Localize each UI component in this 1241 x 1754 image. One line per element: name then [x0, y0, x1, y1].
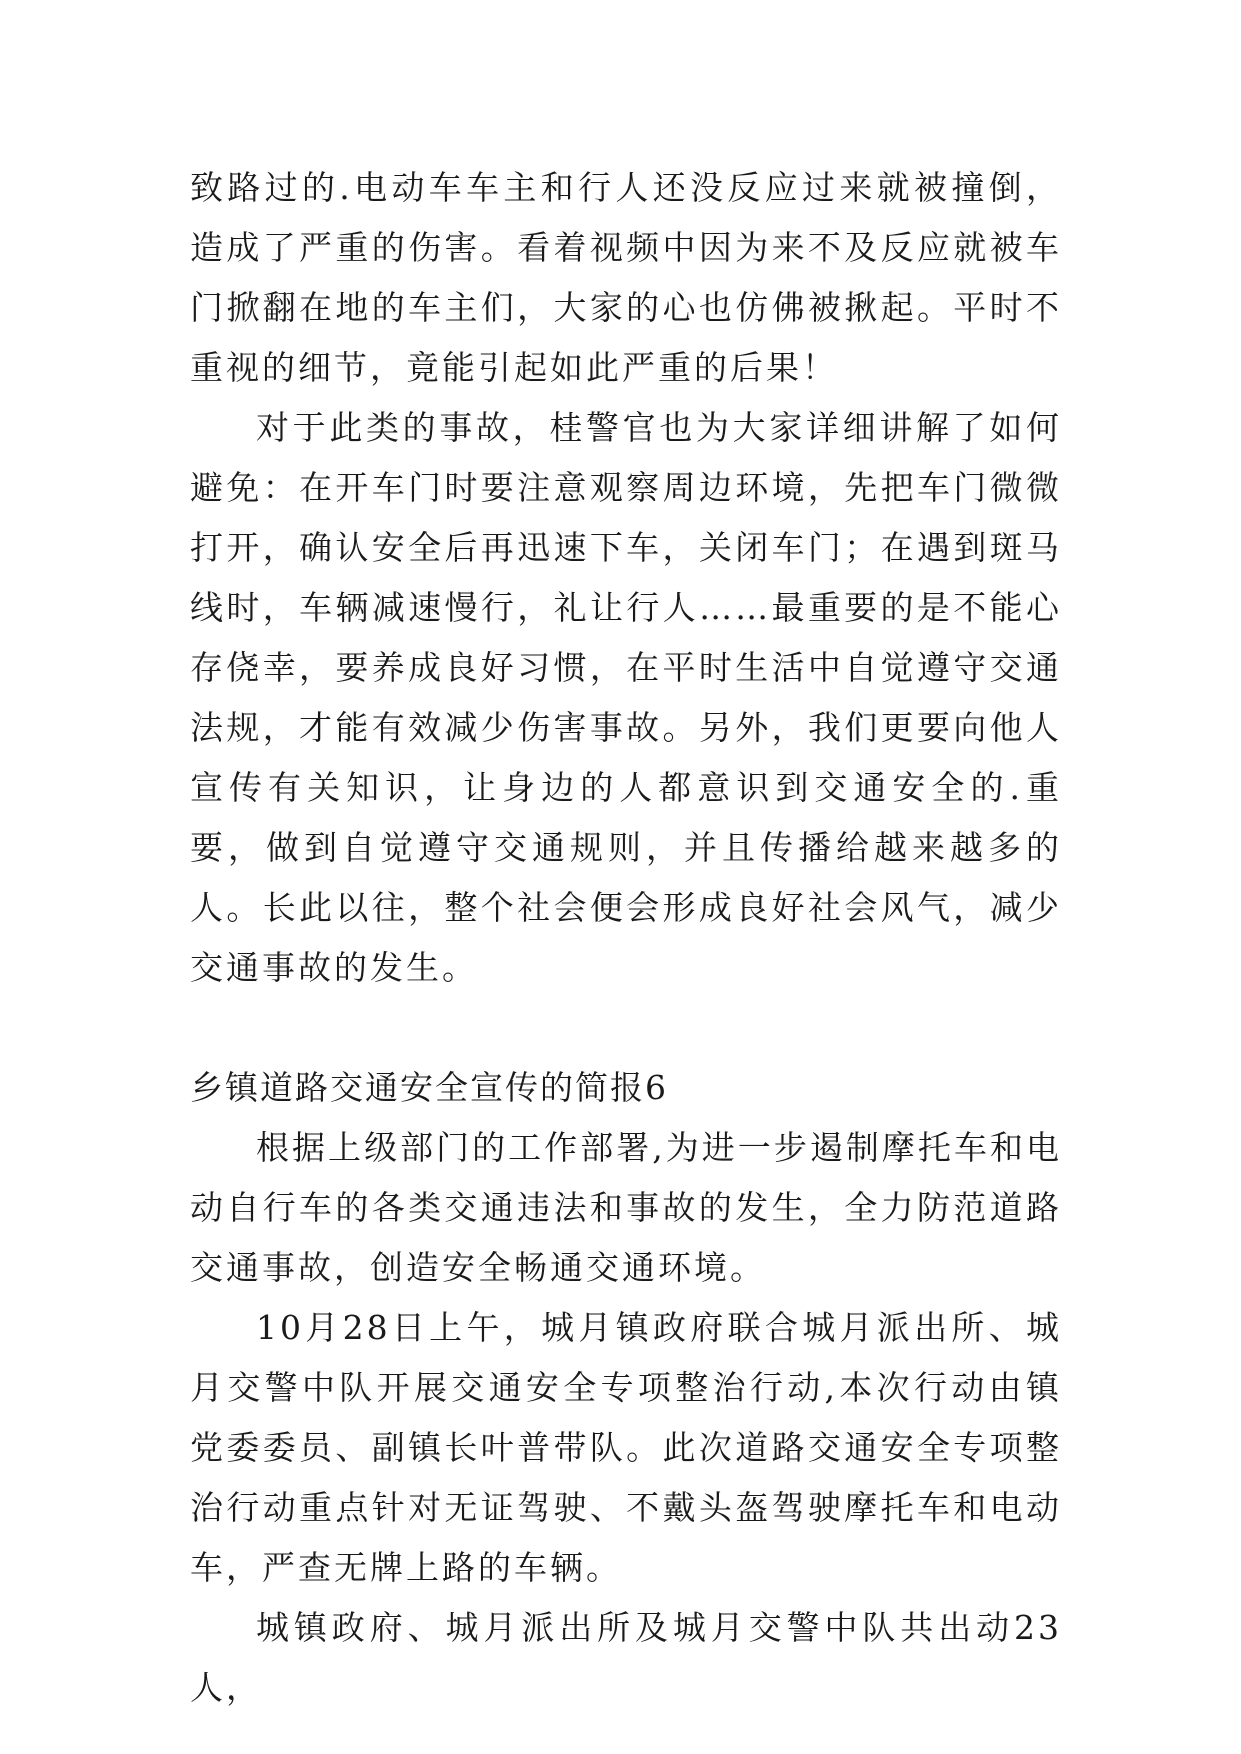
paragraph-special-action: 10月28日上午，城月镇政府联合城月派出所、城月交警中队开展交通安全专项整治行动,本次行动由镇党委委员、副镇长叶普带队。此次道路交通安全专项整治行动重点针对无证驾驶、不戴头盔驾驶摩托车和电动车，严查无牌上路的车辆。 [190, 1308, 1062, 1587]
section-heading: 乡镇道路交通安全宣传的简报6 [190, 1068, 668, 1107]
paragraph-work-deployment: 根据上级部门的工作部署,为进一步遏制摩托车和电动自行车的各类交通违法和事故的发生，全力防范道路交通事故，创造安全畅通交通环境。 [190, 1128, 1062, 1287]
paragraph-accident-consequence: 致路过的.电动车车主和行人还没反应过来就被撞倒，造成了严重的伤害。看着视频中因为来不及反应就被车门掀翻在地的车主们，大家的心也仿佛被揪起。平时不重视的细节，竟能引起如此严重的后果！ [190, 168, 1062, 387]
paragraph-prevention-advice: 对于此类的事故，桂警官也为大家详细讲解了如何避免：在开车门时要注意观察周边环境，先把车门微微打开，确认安全后再迅速下车，关闭车门；在遇到斑马线时，车辆减速慢行，礼让行人……最重要的是不能心存侥幸，要养成良好习惯，在平时生活中自觉遵守交通法规，才能有效减少伤害事故。另外，我们更要向他人宣传有关知识，让身边的人都意识到交通安全的.重要，做到自觉遵守交通规则，并且传播给越来越多的人。长此以往，整个社会便会形成良好社会风气，减少交通事故的发生。 [190, 408, 1062, 987]
paragraph-personnel-dispatched: 城镇政府、城月派出所及城月交警中队共出动23人， [190, 1608, 1062, 1707]
section-spacer [190, 998, 1062, 1058]
document-body [190, 158, 1062, 1718]
